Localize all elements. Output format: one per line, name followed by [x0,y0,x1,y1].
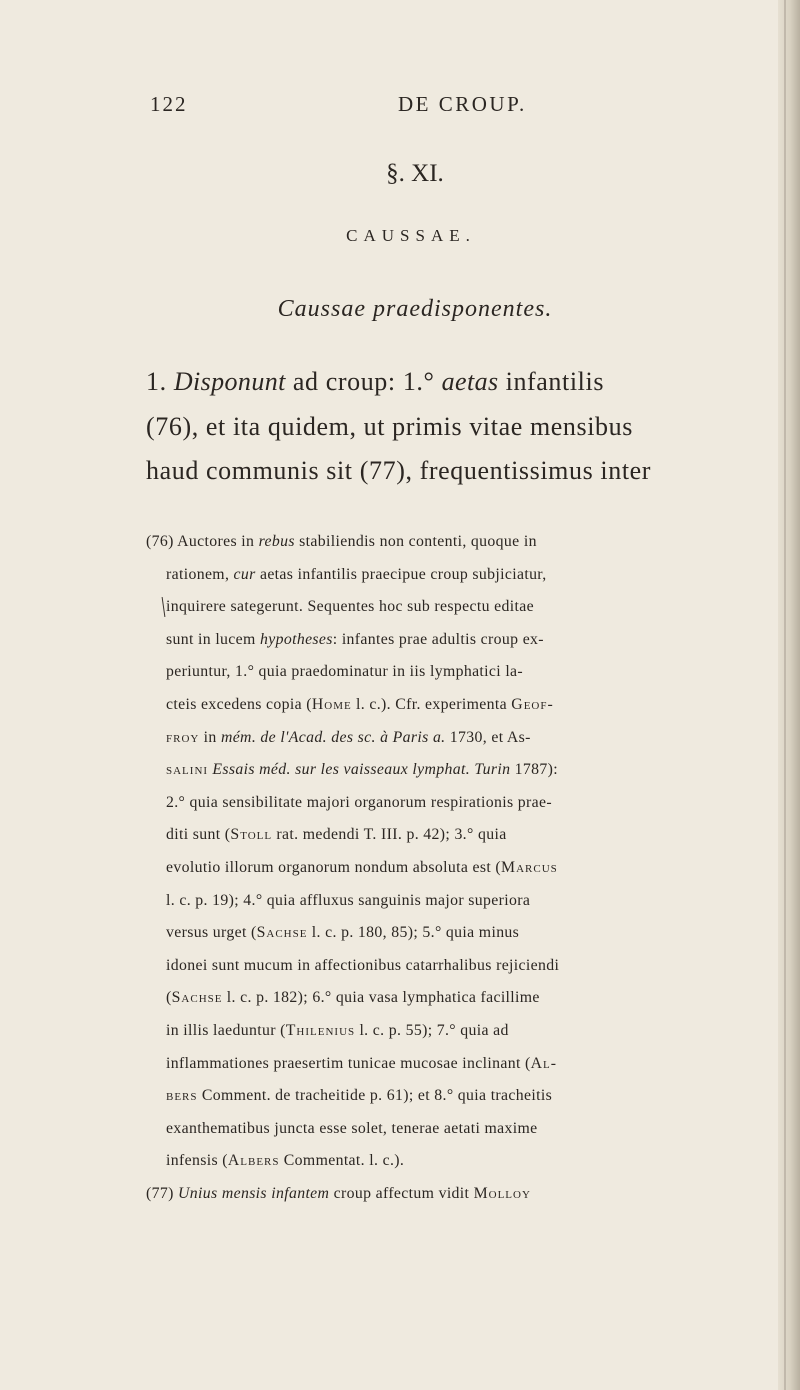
main-line-1: 1. Disponunt ad croup: 1.° aetas infantilis [146,367,605,396]
main-line-3: haud communis sit (77), frequentissimus inter [146,456,652,485]
footnote-line: infensis (Albers Commentat. l. c.). [166,1152,405,1170]
footnote-line: cteis excedens copia (Home l. c.). Cfr. experimenta Geof- [166,695,554,713]
footnote-line: rationem, cur aetas infantilis praecipue croup subjiciatur, [166,565,547,583]
section-title: CAUSSAE. [346,226,476,245]
page-edge [778,0,800,1390]
footnote-line: (76) Auctores in rebus stabiliendis non contenti, quoque in [146,533,537,550]
footnote-line: froy in mém. de l'Acad. des sc. à Paris a. 1730, et As- [166,728,531,746]
section-number: §. XI. [386,160,444,187]
page-number: 122 [150,92,188,116]
footnote-line: (Sachse l. c. p. 182); 6.° quia vasa lymphatica facillime [166,989,540,1007]
running-head [0,92,800,122]
footnote-line: 2.° quia sensibilitate majori organorum respirationis prae- [166,793,552,811]
footnote-line: evolutio illorum organorum nondum absoluta est (Marcus [166,858,558,876]
footnote-line: in illis laeduntur (Thilenius l. c. p. 55); 7.° quia ad [166,1021,509,1039]
footnote-line: l. c. p. 19); 4.° quia affluxus sanguinis major superiora [166,891,531,909]
running-title: DE CROUP. [398,92,527,116]
footnote-line: idonei sunt mucum in affectionibus catarrhalibus rejiciendi [166,956,560,974]
section-subtitle: Caussae praedisponentes. [277,296,553,322]
footnote-line: salini Essais méd. sur les vaisseaux lymphat. Turin 1787): [166,761,559,779]
footnote-line: (77) Unius mensis infantem croup affectum vidit Molloy [146,1184,531,1202]
main-paragraph [146,360,770,494]
footnote-line: versus urget (Sachse l. c. p. 180, 85); 5.° quia minus [166,924,520,942]
footnote-line: sunt in lucem hypotheses: infantes prae adultis croup ex- [166,630,544,648]
footnote-line: inquirere sategerunt. Sequentes hoc sub respectu editae [166,598,534,616]
footnote-line: inflammationes praesertim tunicae mucosae inclinant (Al- [166,1054,558,1072]
footnote-line: exanthematibus juncta esse solet, tenerae aetati maxime [166,1119,538,1137]
footnote-line: bers Comment. de tracheitide p. 61); et 8.° quia tracheitis [166,1087,553,1105]
footnotes [146,526,774,1210]
footnote-line: diti sunt (Stoll rat. medendi T. III. p. 42); 3.° quia [166,826,507,844]
page-edge-line [784,0,786,1390]
footnote-line: periuntur, 1.° quia praedominatur in iis lymphatici la- [166,663,524,681]
main-line-2: (76), et ita quidem, ut primis vitae mensibus [146,411,633,441]
